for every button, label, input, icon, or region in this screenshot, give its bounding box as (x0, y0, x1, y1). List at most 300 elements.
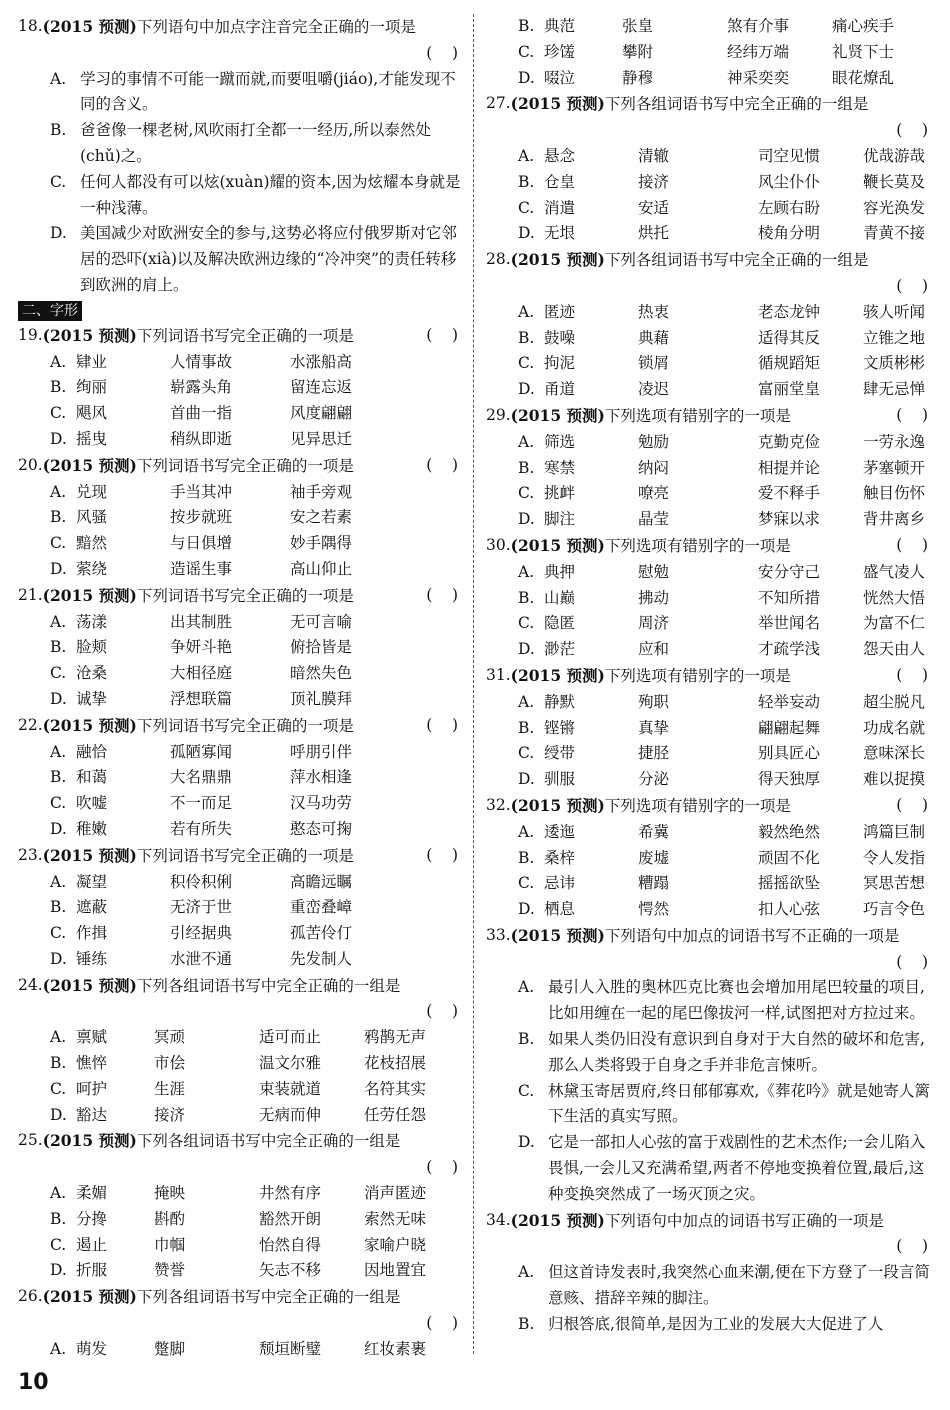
option-letter: B. (50, 768, 67, 787)
option-letter: B. (518, 1030, 535, 1049)
word-cell: 难以捉摸 (863, 770, 926, 789)
option-letter: D. (50, 819, 67, 838)
word-cell: 呵护 (76, 1079, 108, 1098)
option-item (18, 170, 462, 222)
word-cell: 柔媚 (76, 1184, 108, 1203)
question-stem (18, 323, 462, 350)
word-cell: 优哉游哉 (863, 146, 926, 165)
word-cell: 珍馐 (544, 42, 576, 61)
word-cell: 左顾右盼 (758, 198, 821, 217)
option-row (18, 557, 462, 583)
word-cell: 绶带 (544, 744, 576, 763)
option-row (486, 300, 932, 326)
question-text: (2015 预测)下列各组词语书写中完全正确的一组是 (510, 94, 869, 114)
question-source: (2015 预测) (42, 17, 137, 36)
answer-paren: ( ) (896, 795, 928, 814)
word-cell: 赞誉 (154, 1261, 186, 1280)
option-row (486, 377, 932, 403)
word-cell: 鼓噪 (544, 328, 576, 347)
option-letter: D. (50, 429, 67, 448)
word-cell: 锤练 (76, 949, 108, 968)
word-cell: 肆无忌惮 (863, 380, 926, 399)
answer-paren: ( ) (426, 43, 458, 62)
question-32 (486, 793, 932, 923)
option-letter: D. (518, 68, 535, 87)
option-row (18, 921, 462, 947)
option-letter: D. (518, 1133, 535, 1152)
option-letter: B. (518, 848, 535, 867)
question-text: (2015 预测)下列词语书写完全正确的一项是 ( ) (43, 323, 462, 350)
word-cell: 积伶积俐 (170, 872, 233, 891)
option-letter: D. (518, 770, 535, 789)
question-number: 27. (486, 94, 511, 113)
option-row (18, 401, 462, 427)
answer-paren: ( ) (426, 325, 458, 344)
question-text: (2015 预测)下列各组词语书写中完全正确的一组是 (42, 1287, 401, 1307)
option-row (18, 531, 462, 557)
word-cell: 意味深长 (863, 744, 926, 763)
option-item (486, 1312, 932, 1338)
option-letter: C. (518, 614, 535, 633)
word-cell: 纳闷 (638, 458, 670, 477)
word-cell: 萌发 (76, 1339, 108, 1358)
word-cell: 桑梓 (544, 848, 576, 867)
word-cell: 真挚 (638, 718, 670, 737)
option-letter: C. (518, 198, 535, 217)
option-row (486, 690, 932, 716)
option-letter: C. (518, 354, 535, 373)
option-letter: A. (518, 692, 535, 711)
word-cell: 颓垣断璧 (259, 1339, 322, 1358)
word-cell: 应和 (638, 640, 670, 659)
option-letter: D. (50, 1261, 67, 1280)
option-letter: B. (518, 1314, 535, 1333)
word-cell: 一劳永逸 (863, 432, 926, 451)
word-cell: 煞有介事 (727, 17, 790, 35)
option-row (486, 611, 932, 637)
question-text: (2015 预测)下列各组词语书写中完全正确的一组是 (42, 975, 401, 995)
option-row (486, 196, 932, 222)
answer-paren: ( ) (426, 1158, 458, 1177)
word-cell: 梦寐以求 (758, 510, 821, 529)
question-stem (18, 713, 462, 740)
option-letter: A. (50, 742, 67, 761)
option-row (18, 740, 462, 766)
word-cell: 斟酌 (154, 1209, 186, 1228)
word-cell: 怨天由人 (863, 640, 926, 659)
question-27 (486, 91, 932, 247)
option-row (18, 870, 462, 896)
option-row (486, 351, 932, 377)
word-cell: 适得其反 (758, 328, 821, 347)
word-cell: 先发制人 (290, 949, 353, 968)
word-cell: 安之若素 (290, 508, 353, 527)
word-cell: 司空见惯 (758, 146, 821, 165)
word-cell: 飓风 (76, 404, 108, 423)
word-cell: 殉职 (638, 692, 670, 711)
word-cell: 安适 (638, 198, 670, 217)
question-stem (18, 973, 462, 1000)
option-letter: C. (50, 924, 67, 943)
option-row (18, 1207, 462, 1233)
question-source: (2015 预测) (42, 715, 137, 735)
option-text: 最引人入胜的奥林匹克比赛也会增加用尾巴较量的项目,比如用缠在一起的尾巴像拔河一样,试图把对方拉过来。 (548, 978, 925, 1023)
option-letter: B. (50, 378, 67, 397)
question-stem (486, 663, 932, 690)
word-cell: 晶莹 (638, 510, 670, 529)
question-24 (18, 973, 462, 1129)
word-cell: 风骚 (76, 508, 108, 527)
question-18 (18, 14, 462, 299)
word-cell: 匿迹 (544, 302, 576, 321)
option-row (18, 350, 462, 376)
option-row (18, 1103, 462, 1129)
word-cell: 重峦叠嶂 (290, 898, 353, 917)
option-letter: A. (50, 1339, 67, 1358)
word-cell: 若有所失 (170, 819, 233, 838)
word-cell: 袖手旁观 (290, 482, 353, 501)
option-row (486, 66, 932, 92)
option-row (486, 846, 932, 872)
question-text: (2015 预测)下列语句中加点的词语书写不正确的一项是 (510, 925, 900, 945)
word-cell: 慰勉 (638, 562, 670, 581)
option-text: 美国减少对欧洲安全的参与,这势必将应付俄罗斯对它邻居的恐吓(xià)以及解决欧洲边缘的“冷冲突”的责任转移到欧洲的肩上。 (80, 224, 457, 294)
option-letter: C. (50, 404, 67, 423)
word-cell: 水涨船高 (290, 352, 353, 371)
answer-paren: ( ) (896, 665, 928, 684)
word-cell: 典藉 (638, 328, 670, 347)
option-letter: A. (518, 432, 535, 451)
question-number: 34. (486, 1210, 511, 1229)
word-cell: 汉马功劳 (290, 794, 353, 813)
word-cell: 风尘仆仆 (758, 172, 821, 191)
word-cell: 索然无味 (364, 1209, 427, 1228)
word-cell: 崭露头角 (170, 378, 233, 397)
word-cell: 热衷 (638, 302, 670, 321)
option-letter: C. (518, 874, 535, 893)
word-cell: 无垠 (544, 224, 576, 243)
question-source: (2015 预测) (510, 795, 605, 815)
word-cell: 恍然大悟 (863, 588, 926, 607)
word-cell: 立锥之地 (863, 328, 926, 347)
word-cell: 蹩脚 (154, 1339, 186, 1358)
option-row (18, 791, 462, 817)
word-cell: 稍纵即逝 (170, 429, 233, 448)
question-source: (2015 预测) (42, 1287, 137, 1307)
word-cell: 风度翩翩 (290, 404, 353, 423)
option-text: 学习的事情不可能一蹴而就,而要咀嚼(jiáo),才能发现不同的含义。 (80, 69, 456, 114)
option-letter: B. (518, 588, 535, 607)
option-row (486, 586, 932, 612)
question-stem (18, 1128, 462, 1155)
option-row (18, 635, 462, 661)
option-letter: A. (50, 612, 67, 631)
question-text: (2015 预测)下列词语书写完全正确的一项是 ( ) (43, 843, 462, 870)
word-cell: 豁达 (76, 1105, 108, 1124)
word-cell: 触目伤怀 (863, 484, 926, 503)
word-cell: 摇曳 (76, 429, 108, 448)
word-cell: 分泌 (638, 770, 670, 789)
question-source: (2015 预测) (42, 1131, 137, 1151)
option-row (18, 610, 462, 636)
option-letter: B. (50, 121, 67, 140)
option-row (486, 716, 932, 742)
question-source: (2015 预测) (42, 845, 137, 865)
question-number: 31. (486, 665, 511, 684)
answer-paren: ( ) (896, 276, 928, 295)
word-cell: 束装就道 (259, 1079, 322, 1098)
word-cell: 轻举妄动 (758, 692, 821, 711)
question-text: (2015 预测)下列选项有错别字的一项是 ( ) (511, 663, 932, 690)
word-cell: 留连忘返 (290, 378, 353, 397)
word-cell: 妙手隅得 (290, 534, 353, 553)
option-row (486, 481, 932, 507)
question-number: 23. (18, 845, 43, 864)
answer-paren: ( ) (896, 121, 928, 140)
word-cell: 与日俱增 (170, 534, 233, 553)
word-cell: 糟蹋 (638, 874, 670, 893)
word-cell: 循规蹈矩 (758, 354, 821, 373)
word-cell: 高山仰止 (290, 559, 353, 578)
word-cell: 争妍斗艳 (170, 638, 233, 657)
word-cell: 顶礼膜拜 (290, 689, 353, 708)
word-cell: 眼花燎乱 (832, 68, 895, 87)
word-cell: 按步就班 (170, 508, 233, 527)
word-cell: 捷胫 (638, 744, 670, 763)
option-row (18, 1233, 462, 1259)
word-cell: 愕然 (638, 900, 670, 919)
word-cell: 大名鼎鼎 (170, 768, 233, 787)
option-letter: C. (518, 484, 535, 503)
question-source: (2015 预测) (42, 455, 137, 475)
word-cell: 稚嫩 (76, 819, 108, 838)
option-row (18, 1077, 462, 1103)
answer-paren: ( ) (426, 845, 458, 864)
option-letter: C. (518, 1081, 535, 1100)
option-row (18, 1258, 462, 1284)
question-source: (2015 预测) (510, 665, 605, 685)
question-source: (2015 预测) (510, 1210, 605, 1230)
word-cell: 家喻户晓 (364, 1235, 427, 1254)
word-cell: 背井离乡 (863, 510, 926, 529)
option-row (486, 430, 932, 456)
option-letter: A. (50, 69, 67, 88)
option-row (486, 40, 932, 66)
word-cell: 静默 (544, 692, 576, 711)
word-cell: 无济于世 (170, 898, 233, 917)
option-letter: C. (518, 744, 535, 763)
question-number: 22. (18, 715, 43, 734)
option-letter: A. (50, 1028, 67, 1047)
word-cell: 张皇 (622, 17, 654, 35)
word-cell: 分搀 (76, 1209, 108, 1228)
question-number: 29. (486, 405, 511, 424)
word-cell: 兑现 (76, 482, 108, 501)
option-letter: D. (518, 640, 535, 659)
option-item (486, 975, 932, 1027)
right-column (486, 14, 932, 1338)
answer-paren: ( ) (896, 952, 928, 971)
word-cell: 仓皇 (544, 172, 576, 191)
option-letter: B. (50, 1209, 67, 1228)
word-cell: 甬道 (544, 380, 576, 399)
option-item (486, 1130, 932, 1207)
word-cell: 渺茫 (544, 640, 576, 659)
option-letter: C. (50, 794, 67, 813)
option-row (18, 375, 462, 401)
answer-paren: ( ) (896, 535, 928, 554)
option-item (486, 1027, 932, 1079)
word-cell: 锁屑 (638, 354, 670, 373)
question-number: 32. (486, 795, 511, 814)
question-source: (2015 预测) (42, 585, 137, 605)
option-letter: A. (50, 352, 67, 371)
question-stem (18, 843, 462, 870)
word-cell: 得天独厚 (758, 770, 821, 789)
word-cell: 不知所措 (758, 588, 821, 607)
option-row (486, 741, 932, 767)
option-letter: C. (518, 42, 535, 61)
word-cell: 不一而足 (170, 794, 233, 813)
word-cell: 绚丽 (76, 378, 108, 397)
question-source: (2015 预测) (510, 250, 605, 270)
word-cell: 冥顽 (154, 1028, 186, 1047)
word-cell: 暗然失色 (290, 664, 353, 683)
word-cell: 接济 (154, 1105, 186, 1124)
question-19 (18, 323, 462, 453)
question-number: 24. (18, 975, 43, 994)
question-29 (486, 403, 932, 533)
option-row (18, 817, 462, 843)
option-text: 如果人类仍旧没有意识到自身对于大自然的破坏和危害,那么人类将毁于自身之手并非危言悚听。 (548, 1030, 925, 1074)
word-cell: 山巅 (544, 588, 576, 607)
word-cell: 造谣生事 (170, 559, 233, 578)
word-cell: 出其制胜 (170, 612, 233, 631)
word-cell: 红妆素裹 (364, 1339, 427, 1358)
word-cell: 怡然自得 (259, 1235, 322, 1254)
question-stem (18, 14, 462, 41)
option-text: 林黛玉寄居贾府,终日郁郁寡欢,《葬花吟》就是她寄人篱下生活的真实写照。 (548, 1081, 930, 1126)
word-cell: 驯服 (544, 770, 576, 789)
option-letter: B. (518, 172, 535, 191)
option-letter: D. (50, 559, 67, 578)
option-letter: D. (50, 1105, 67, 1124)
word-cell: 为富不仁 (863, 614, 926, 633)
word-cell: 荡漾 (76, 612, 108, 631)
option-letter: B. (518, 328, 535, 347)
option-row (18, 1025, 462, 1051)
question-source: (2015 预测) (510, 405, 605, 425)
option-letter: D. (518, 380, 535, 399)
option-letter: D. (518, 900, 535, 919)
question-number: 30. (486, 535, 511, 554)
option-letter: B. (50, 638, 67, 657)
question-source: (2015 预测) (510, 94, 605, 114)
word-cell: 见异思迁 (290, 429, 353, 448)
option-letter: D. (50, 689, 67, 708)
column-divider (473, 14, 474, 1354)
word-cell: 顽固不化 (758, 848, 821, 867)
question-stem (486, 91, 932, 118)
word-cell: 嘹亮 (638, 484, 670, 503)
question-number: 33. (486, 925, 511, 944)
word-cell: 浮想联篇 (170, 689, 233, 708)
question-stem (18, 1284, 462, 1311)
option-letter: B. (518, 17, 535, 35)
option-row (18, 505, 462, 531)
word-cell: 孤陋寡闻 (170, 742, 233, 761)
question-source: (2015 预测) (42, 975, 137, 995)
word-cell: 掩映 (154, 1184, 186, 1203)
word-cell: 遏止 (76, 1235, 108, 1254)
word-cell: 清辙 (638, 146, 670, 165)
word-cell: 栖息 (544, 900, 576, 919)
word-cell: 适可而止 (259, 1028, 322, 1047)
word-cell: 井然有序 (259, 1184, 322, 1203)
word-cell: 茅塞顿开 (863, 458, 926, 477)
question-number: 20. (18, 455, 43, 474)
answer-paren: ( ) (426, 715, 458, 734)
word-cell: 铿锵 (544, 718, 576, 737)
question-26 (18, 1284, 462, 1362)
option-letter: B. (518, 458, 535, 477)
option-row (18, 687, 462, 713)
question-source: (2015 预测) (42, 325, 137, 345)
word-cell: 名符其实 (364, 1079, 427, 1098)
question-stem (18, 453, 462, 480)
answer-paren: ( ) (426, 1314, 458, 1333)
word-cell: 爱不释手 (758, 484, 821, 503)
question-31 (486, 663, 932, 793)
option-letter: D. (518, 224, 535, 243)
question-text: (2015 预测)下列选项有错别字的一项是 ( ) (511, 793, 932, 820)
word-cell: 青黄不接 (863, 224, 926, 243)
option-item (486, 1079, 932, 1131)
option-text: 但这首诗发表时,我突然心血来潮,便在下方登了一段言简意赅、措辞辛辣的脚注。 (548, 1263, 930, 1308)
word-cell: 大相径庭 (170, 664, 233, 683)
word-cell: 别具匠心 (758, 744, 821, 763)
question-text: (2015 预测)下列词语书写完全正确的一项是 ( ) (43, 453, 462, 480)
word-cell: 吹嘘 (76, 794, 108, 813)
option-item (18, 221, 462, 298)
word-cell: 人情事故 (170, 352, 233, 371)
word-cell: 典押 (544, 562, 576, 581)
option-row (18, 1181, 462, 1207)
option-letter: B. (50, 508, 67, 527)
question-22 (18, 713, 462, 843)
word-cell: 典范 (544, 17, 576, 35)
question-28 (486, 247, 932, 403)
question-text: (2015 预测)下列选项有错别字的一项是 ( ) (511, 403, 932, 430)
option-item (18, 118, 462, 170)
section-heading: 二、字形 (18, 301, 82, 321)
word-cell: 忌讳 (544, 874, 576, 893)
word-cell: 富丽堂皇 (758, 380, 821, 399)
option-row (486, 560, 932, 586)
word-cell: 克勤克俭 (758, 432, 821, 451)
word-cell: 因地置宜 (364, 1261, 427, 1280)
question-stem (486, 247, 932, 274)
question-21 (18, 583, 462, 713)
word-cell: 花枝招展 (364, 1054, 427, 1073)
word-cell: 黯然 (76, 534, 108, 553)
question-stem (486, 533, 932, 560)
option-row (486, 897, 932, 923)
word-cell: 生涯 (154, 1079, 186, 1098)
word-cell: 作揖 (76, 924, 108, 943)
option-letter: C. (50, 172, 67, 191)
word-cell: 矢志不移 (259, 1261, 322, 1280)
